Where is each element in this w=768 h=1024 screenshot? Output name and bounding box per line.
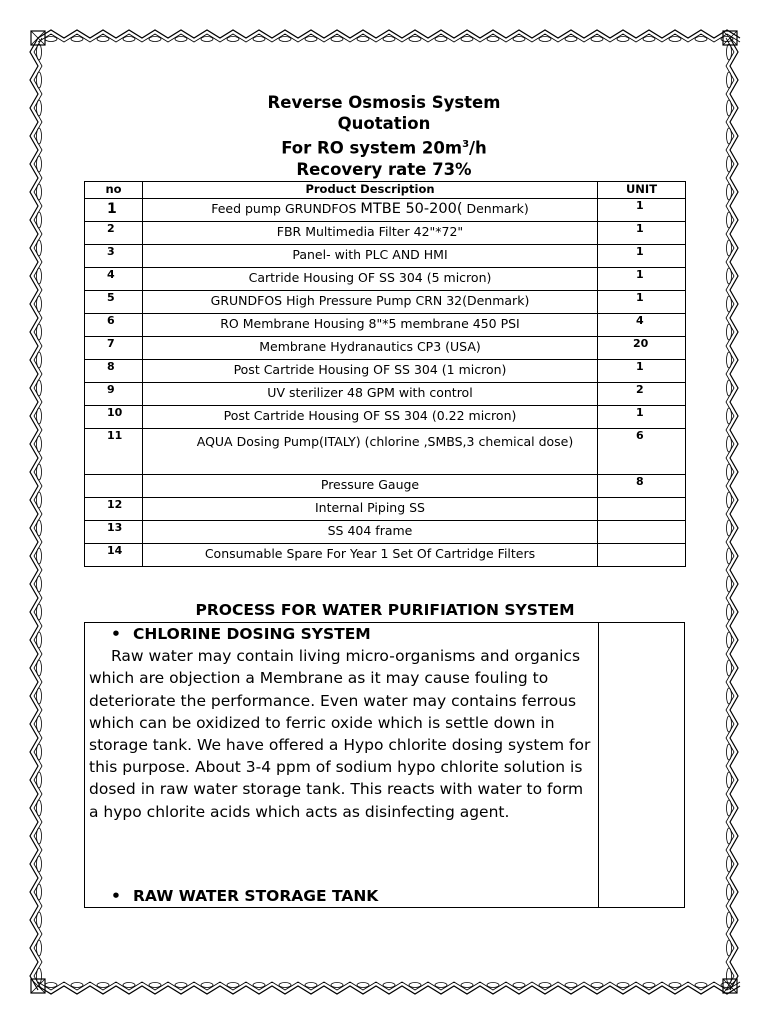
recovery-rate-line: Recovery rate 73% bbox=[296, 159, 472, 179]
row-no: 10 bbox=[85, 406, 143, 429]
row-unit: 1 bbox=[598, 222, 686, 245]
table-row bbox=[85, 498, 686, 521]
table-row bbox=[85, 429, 686, 475]
capacity-unit: /h bbox=[469, 138, 487, 158]
desc-part: Feed pump GRUNDFOS bbox=[211, 201, 361, 216]
row-description: Post Cartride Housing OF SS 304 (1 micron) bbox=[143, 360, 598, 383]
row-description: FBR Multimedia Filter 42"*72" bbox=[143, 222, 598, 245]
process-box-divider bbox=[598, 622, 599, 908]
row-description: AQUA Dosing Pump(ITALY) (chlorine ,SMBS,3 chemical dose) bbox=[143, 429, 598, 475]
capacity-superscript: 3 bbox=[462, 139, 470, 150]
row-no: 13 bbox=[85, 521, 143, 544]
row-description: Panel- with PLC AND HMI bbox=[143, 245, 598, 268]
document-title-block bbox=[0, 92, 768, 180]
table-row bbox=[85, 544, 686, 567]
row-no: 4 bbox=[85, 268, 143, 291]
row-no: 11 bbox=[85, 429, 143, 475]
table-row bbox=[85, 406, 686, 429]
table-row bbox=[85, 360, 686, 383]
row-description: Cartride Housing OF SS 304 (5 micron) bbox=[143, 268, 598, 291]
row-no bbox=[85, 475, 143, 498]
row-no: 9 bbox=[85, 383, 143, 406]
row-description: Internal Piping SS bbox=[143, 498, 598, 521]
row-description: Membrane Hydranautics CP3 (USA) bbox=[143, 337, 598, 360]
header-unit: UNIT bbox=[598, 182, 686, 199]
table-row bbox=[85, 199, 686, 222]
table-row bbox=[85, 245, 686, 268]
table-header-row bbox=[85, 182, 686, 199]
chlorine-dosing-paragraph: Raw water may contain living micro-organisms and organics which are objection a Membrane as it may cause fouling to deteriorate the performance. Even water may contains ferrous which can be oxidized to ferric oxide which is settle down in storage tank. We have offered a Hypo chlorite dosing system for this purpose. About 3-4 ppm of sodium hypo chlorite solution is dosed in raw water storage tank. This reacts with water to form a hypo chlorite acids which acts as disinfecting agent. bbox=[89, 647, 591, 821]
header-description: Product Description bbox=[143, 182, 598, 199]
row-no: 3 bbox=[85, 245, 143, 268]
table-row bbox=[85, 268, 686, 291]
row-description: GRUNDFOS High Pressure Pump CRN 32(Denmark) bbox=[143, 291, 598, 314]
section-title: CHLORINE DOSING SYSTEM bbox=[133, 625, 371, 643]
row-no: 14 bbox=[85, 544, 143, 567]
row-no: 8 bbox=[85, 360, 143, 383]
row-description bbox=[143, 199, 598, 222]
header-no: no bbox=[85, 182, 143, 199]
row-unit: 1 bbox=[598, 268, 686, 291]
row-description: RO Membrane Housing 8"*5 membrane 450 PSI bbox=[143, 314, 598, 337]
table-row bbox=[85, 337, 686, 360]
row-unit: 8 bbox=[598, 475, 686, 498]
process-content bbox=[89, 623, 594, 823]
table-row bbox=[85, 475, 686, 498]
table-row bbox=[85, 291, 686, 314]
process-section-heading: PROCESS FOR WATER PURIFIATION SYSTEM bbox=[195, 601, 575, 619]
row-unit bbox=[598, 521, 686, 544]
desc-part-model: MTBE 50-200( bbox=[360, 201, 463, 217]
document-subtitle: Quotation bbox=[337, 114, 431, 133]
row-description: Pressure Gauge bbox=[143, 475, 598, 498]
row-no: 7 bbox=[85, 337, 143, 360]
row-unit: 2 bbox=[598, 383, 686, 406]
row-no: 1 bbox=[85, 199, 143, 222]
table-row bbox=[85, 521, 686, 544]
desc-part: Denmark) bbox=[462, 201, 529, 216]
row-no: 5 bbox=[85, 291, 143, 314]
row-unit: 4 bbox=[598, 314, 686, 337]
row-unit: 6 bbox=[598, 429, 686, 475]
row-no: 2 bbox=[85, 222, 143, 245]
row-no: 12 bbox=[85, 498, 143, 521]
table-row bbox=[85, 314, 686, 337]
row-unit bbox=[598, 498, 686, 521]
row-description: Consumable Spare For Year 1 Set Of Cartridge Filters bbox=[143, 544, 598, 567]
chlorine-dosing-heading bbox=[89, 623, 594, 645]
table-row bbox=[85, 383, 686, 406]
row-unit bbox=[598, 544, 686, 567]
bullet-icon: • bbox=[111, 625, 121, 643]
row-description: UV sterilizer 48 GPM with control bbox=[143, 383, 598, 406]
quotation-table bbox=[84, 181, 686, 567]
document-title: Reverse Osmosis System bbox=[267, 93, 501, 112]
row-description: Post Cartride Housing OF SS 304 (0.22 micron) bbox=[143, 406, 598, 429]
row-unit: 20 bbox=[598, 337, 686, 360]
capacity-text: For RO system 20m bbox=[281, 138, 463, 158]
bullet-icon: • bbox=[111, 887, 121, 905]
row-unit: 1 bbox=[598, 291, 686, 314]
row-unit: 1 bbox=[598, 406, 686, 429]
row-unit: 1 bbox=[598, 360, 686, 383]
row-unit: 1 bbox=[598, 199, 686, 222]
system-capacity-line bbox=[0, 134, 768, 159]
section-title: RAW WATER STORAGE TANK bbox=[133, 887, 379, 905]
row-description: SS 404 frame bbox=[143, 521, 598, 544]
raw-water-storage-heading bbox=[89, 887, 378, 905]
row-no: 6 bbox=[85, 314, 143, 337]
table-row bbox=[85, 222, 686, 245]
row-unit: 1 bbox=[598, 245, 686, 268]
